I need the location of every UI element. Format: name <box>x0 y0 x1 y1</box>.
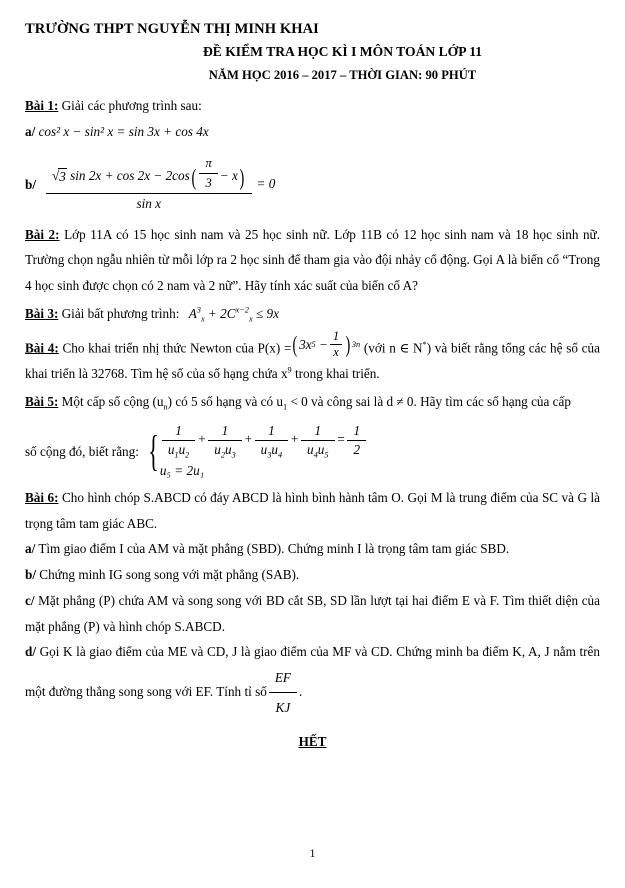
t1-den: $u_1u_2$ <box>167 441 190 460</box>
t2-den: $u_2u_3$ <box>214 441 236 460</box>
problem-4-text-before: Cho khai triển nhị thức Newton của P(x) = <box>62 339 292 355</box>
problem-1-label: Bài 1: <box>25 97 59 113</box>
problem-5-un-sub: n <box>163 402 168 412</box>
t4-num: 1 <box>301 424 335 441</box>
ratio-numerator: EF <box>269 665 297 693</box>
rhs-den: 2 <box>353 441 361 457</box>
exam-title: ĐỀ KIỂM TRA HỌC KÌ I MÔN TOÁN LỚP 11 <box>202 44 483 60</box>
problem-1-text: Giải các phương trình sau: <box>61 97 202 113</box>
problem-4-label: Bài 4: <box>25 339 59 355</box>
close-paren-icon: ) <box>239 163 245 190</box>
problem-5-system <box>143 424 368 479</box>
problem-5-label: Bài 5: <box>25 393 59 409</box>
document-header <box>25 18 600 87</box>
problem-4-text-after: của khai triển là 32768. Tìm hệ số của số hạng chứa x <box>25 339 600 381</box>
problem-1b-numerator: √3 sin 2x + cos 2x − 2cos( $\frac{\pi}{3}$ − x) <box>46 156 252 193</box>
problem-3-label: Bài 3: <box>25 305 59 321</box>
problem-5-line1-c: < 0 và công sai là d ≠ 0. Hãy tìm các số hạng của cấp <box>287 393 571 409</box>
problem-4-x-exponent: 9 <box>287 365 292 375</box>
problem-1a <box>25 119 600 145</box>
part-b-label: b/ <box>25 567 36 583</box>
school-name: TRƯỜNG THPT NGUYỄN THỊ MINH KHAI <box>25 21 319 37</box>
problem-6-part-a <box>25 536 600 562</box>
problem-1b-rhs: = 0 <box>256 176 276 192</box>
problem-6-intro-text: Cho hình chóp S.ABCD có đáy ABCD là hình bình hành tâm O. Gọi M là trung điểm của SC và G là trọng tâm tam giác ABC. <box>25 489 600 531</box>
binomial-close-paren-icon: ) <box>345 330 351 357</box>
end-marker: HẾT <box>298 734 327 750</box>
problem-4-text-mid: (với n ∈ N <box>363 339 423 355</box>
problem-6-intro <box>25 485 600 536</box>
problem-1a-label: a/ <box>25 123 36 139</box>
open-paren-icon: ( <box>191 163 197 190</box>
inner-rest: − x <box>219 168 238 184</box>
problem-1b-fraction <box>46 156 252 211</box>
ratio-denominator: KJ <box>275 699 291 715</box>
problem-6-label: Bài 6: <box>25 489 59 505</box>
part-d-end: . <box>298 683 303 699</box>
problem-2-text: Lớp 11A có 15 học sinh nam và 25 học sinh nữ. Lớp 11B có 12 học sinh nam và 18 học sinh nữ. Trường chọn ngẫu nhiên từ mỗi lớp ra 2 học sinh để tham gia vào đội nhảy cổ động. Gọi A là biến cố “Trong 4 học sinh được chọn có 2 nam và 2 nữ”. Hãy tính xác suất của biến cố A? <box>25 226 601 294</box>
t2-num: 1 <box>208 424 242 441</box>
part-d-label: d/ <box>25 644 36 660</box>
t4-den: $u_4u_5$ <box>307 441 329 460</box>
t1-num: 1 <box>162 424 196 441</box>
problem-3-text: Giải bất phương trình: <box>61 305 180 321</box>
numerator-trig-part: sin 2x + cos 2x − 2cos <box>66 168 190 184</box>
n-star-superscript: * <box>422 339 427 349</box>
binomial-open-paren-icon: ( <box>292 330 298 357</box>
problem-1b-label: b/ <box>25 177 36 193</box>
problem-5-line2: số cộng đó, biết rằng: <box>25 443 139 459</box>
exam-subtitle: NĂM HỌC 2016 – 2017 – THỜI GIAN: 90 PHÚT <box>208 68 477 83</box>
part-c-text: Mặt phẳng (P) chứa AM và song song với BD cắt SB, SD lần lượt tại hai điểm E và F. Tìm thiết diện của mặt phẳng (P) và hình chóp S.ABCD. <box>25 592 600 634</box>
t3-num: 1 <box>255 424 289 441</box>
problem-5-system-row <box>25 424 600 479</box>
binomial-inner-term: 3x <box>299 336 312 352</box>
problem-5-line1-b: ) có 5 số hạng và có u <box>167 393 283 409</box>
part-d-ratio <box>267 665 299 720</box>
part-a-label: a/ <box>25 541 36 557</box>
problem-1b <box>25 156 600 211</box>
problem-2 <box>25 222 600 299</box>
sqrt-radicand: 3 <box>59 168 66 184</box>
problem-1-prompt <box>25 93 600 119</box>
problem-4-text-end: trong khai triển. <box>295 365 380 381</box>
problem-4-text-mid2: ) và biết rằng tổng các hệ số <box>426 339 578 355</box>
left-brace-icon: { <box>148 426 159 475</box>
pi-over-3-den: 3 <box>205 176 212 191</box>
part-c-label: c/ <box>25 592 35 608</box>
problem-1b-denominator: sin x <box>136 195 162 211</box>
problem-6-part-c <box>25 588 600 639</box>
problem-4-binomial: ( 3x 5 − $\frac{1}{x}$ ) 3n <box>292 328 361 360</box>
binomial-frac-num: 1 <box>330 329 342 346</box>
problem-5 <box>25 389 600 415</box>
binomial-frac-den: x <box>333 345 339 360</box>
problem-3-equation: $A^3_x + 2C^{x-2}_x \le 9x$ <box>188 305 279 324</box>
t3-den: $u_3u_4$ <box>260 441 283 460</box>
page-number: 1 <box>309 848 316 860</box>
problem-1a-equation: cos² x − sin² x = sin 3x + cos 4x <box>38 123 209 139</box>
problem-2-label: Bài 2: <box>25 226 60 242</box>
problem-5-u1-sub: 1 <box>282 402 288 412</box>
part-b-text: Chứng minh IG song song với mặt phẳng (SAB). <box>39 567 300 583</box>
problem-5-line1-a: Một cấp số cộng (u <box>61 393 164 409</box>
part-d-text: Gọi K là giao điểm của ME và CD, J là giao điểm của MF và CD. Chứng minh ba điểm K, A, J nằm trên một đường thẳng song song với EF. Tính tỉ số <box>25 644 601 699</box>
problem-3 <box>25 301 600 327</box>
problem-6-part-b <box>25 562 600 588</box>
problem-4 <box>25 329 600 387</box>
pi-over-3-num: π <box>199 156 217 174</box>
part-a-text: Tìm giao điểm I của AM và mặt phẳng (SBD). Chứng minh I là trọng tâm tam giác SBD. <box>38 541 510 557</box>
problem-6-part-d <box>25 639 600 720</box>
rhs-num: 1 <box>347 424 366 441</box>
system-equation-2 <box>160 464 368 479</box>
u5-equation: u₅ = 2u₁ <box>159 463 205 479</box>
system-equation-1: $\frac{1}{u_1u_2}$ + $\frac{1}{u_2u_3}$ + $\frac{1}{u_3u_4}$ + $\frac{1}{u_4u_5}$ = $\frac{1}{2}$ <box>160 424 368 457</box>
